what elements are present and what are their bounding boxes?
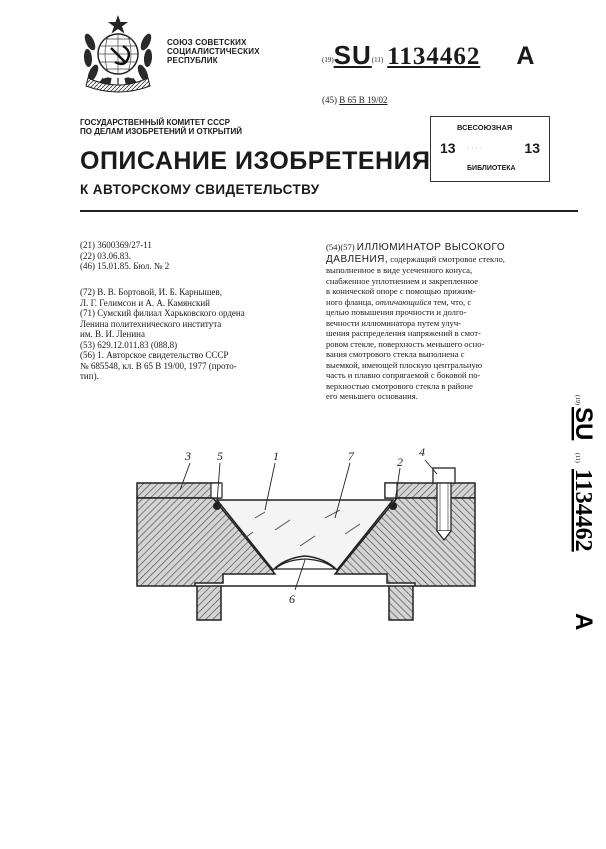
abstract-text: тем, что, с: [431, 296, 472, 307]
drawing-label-4: 4: [419, 445, 425, 459]
stamp-bottom-text: БИБЛИОТЕКА: [467, 165, 516, 172]
bib-block-dates: [80, 240, 320, 272]
side-kind-code: A: [570, 613, 597, 631]
country-code: SU: [333, 40, 372, 70]
patent-number: 1134462: [387, 43, 481, 70]
committee-name: [80, 118, 242, 136]
committee-line: ПО ДЕЛАМ ИЗОБРЕТЕНИЙ И ОТКРЫТИЙ: [80, 127, 243, 136]
bib-field-53: (53) 629.12.011.83 (088.8): [80, 339, 178, 350]
drawing-label-6: 6: [289, 592, 295, 606]
side-code-19: (19): [574, 395, 580, 405]
classification-code: (45): [322, 95, 337, 105]
stamp-right-number: 13: [524, 140, 540, 156]
code-19: (19): [322, 56, 334, 64]
drawing-label-1: 1: [273, 449, 279, 463]
vertical-publication-number: [548, 395, 597, 660]
abstract-line: вания смотрового стекла выполнена с: [326, 349, 465, 359]
committee-line: ГОСУДАРСТВЕННЫЙ КОМИТЕТ СССР: [80, 118, 230, 127]
abstract-line: его меньшего основания.: [326, 391, 418, 401]
stamp-left-number: 13: [440, 140, 456, 156]
document-subtitle: К АВТОРСКОМУ СВИДЕТЕЛЬСТВУ: [80, 182, 320, 197]
seal-left: [213, 502, 221, 510]
abstract-head-code: (54)(57): [326, 242, 355, 252]
bib-field-71: Ленина политехнического института: [80, 318, 222, 329]
illuminator-cross-section-drawing: [125, 438, 480, 623]
bib-field-72: Л. Г. Гелимсон и А. А. Камянский: [80, 297, 210, 308]
publication-number: [322, 40, 534, 71]
flange-left: [137, 483, 220, 498]
abstract: [326, 242, 544, 402]
abstract-line: ровом стекле, поверхность меньшего осно-: [326, 338, 485, 349]
abstract-line: снабженное уплотнением и закрепленное: [326, 275, 479, 286]
abstract-line: целью повышения прочности и долго-: [326, 307, 467, 317]
bib-field-46: (46) 15.01.85. Бюл. № 2: [80, 261, 170, 271]
side-patent-number: 1134462: [570, 469, 596, 552]
invention-title: ИЛЛЮМИНАТОР ВЫСОКОГО: [356, 242, 506, 253]
bib-field-56: № 685548, кл. В 65 В 19/00, 1977 (прото-: [80, 360, 237, 371]
abstract-line: в конической опоре с помощью прижим-: [326, 286, 476, 296]
bib-field-72: (72) В. В. Бортовой, И. Б. Карнышев,: [80, 287, 222, 297]
abstract-line: [326, 254, 544, 266]
bib-field-21: (21) 3600369/27-11: [80, 240, 152, 250]
abstract-line: шения распределения напряжений в смот-: [326, 328, 481, 338]
drawing-label-2: 2: [397, 455, 403, 469]
drawing-label-7: 7: [348, 449, 354, 463]
kind-code: A: [516, 42, 535, 70]
union-name-line: СОЦИАЛИСТИЧЕСКИХ: [167, 47, 260, 56]
drawing-label-3: 3: [185, 449, 191, 463]
bib-block-authors: [80, 287, 320, 382]
invention-title-cont: ДАВЛЕНИЯ,: [326, 253, 389, 265]
abstract-text: ного фланца,: [326, 296, 376, 307]
bib-field-71: им. В. И. Ленина: [80, 329, 145, 339]
bib-field-56: тип).: [80, 371, 99, 381]
stamp-top-text: ВСЕСОЮЗНАЯ: [457, 123, 513, 132]
union-name-line: РЕСПУБЛИК: [167, 56, 218, 65]
abstract-line: выемкой, имеющей плоскую центральную: [326, 359, 483, 370]
claim-keyword: отличающийся: [375, 296, 432, 307]
classification: [322, 95, 388, 105]
side-country-code: SU: [570, 407, 597, 441]
header-divider: [80, 210, 578, 212]
abstract-line: [326, 242, 544, 254]
classification-value: В 65 В 19/02: [339, 95, 388, 105]
union-name-line: СОЮЗ СОВЕТСКИХ: [167, 38, 247, 47]
drawing-label-5: 5: [217, 449, 223, 463]
abstract-text: содержащий смотровое стекло,: [388, 253, 505, 264]
union-name: [167, 38, 260, 65]
flange-lip-right: [385, 483, 397, 498]
abstract-line: выполненное в виде усеченного конуса,: [326, 265, 473, 275]
library-stamp: [430, 116, 550, 182]
bib-field-22: (22) 03.06.83.: [80, 250, 131, 261]
side-code-11: (11): [574, 453, 580, 463]
code-11: (11): [371, 56, 384, 64]
abstract-line: [326, 297, 544, 308]
bib-field-56: (56) 1. Авторское свидетельство СССР: [80, 350, 229, 360]
stamp-smudge: · · · ·: [467, 145, 483, 152]
ussr-emblem-icon: [78, 12, 158, 92]
abstract-line: верхностью смотрового стекла в районе: [326, 380, 473, 391]
abstract-line: часть и плавно сопрягаемой с боковой по-: [326, 370, 481, 380]
bib-field-71: (71) Сумский филиал Харьковского ордена: [80, 308, 245, 318]
seal-right: [389, 502, 397, 510]
flange-lip-left: [211, 483, 222, 498]
flange-right: [385, 483, 475, 498]
abstract-line: вечности иллюминатора путем улуч-: [326, 317, 462, 328]
document-title: ОПИСАНИЕ ИЗОБРЕТЕНИЯ: [80, 147, 431, 175]
